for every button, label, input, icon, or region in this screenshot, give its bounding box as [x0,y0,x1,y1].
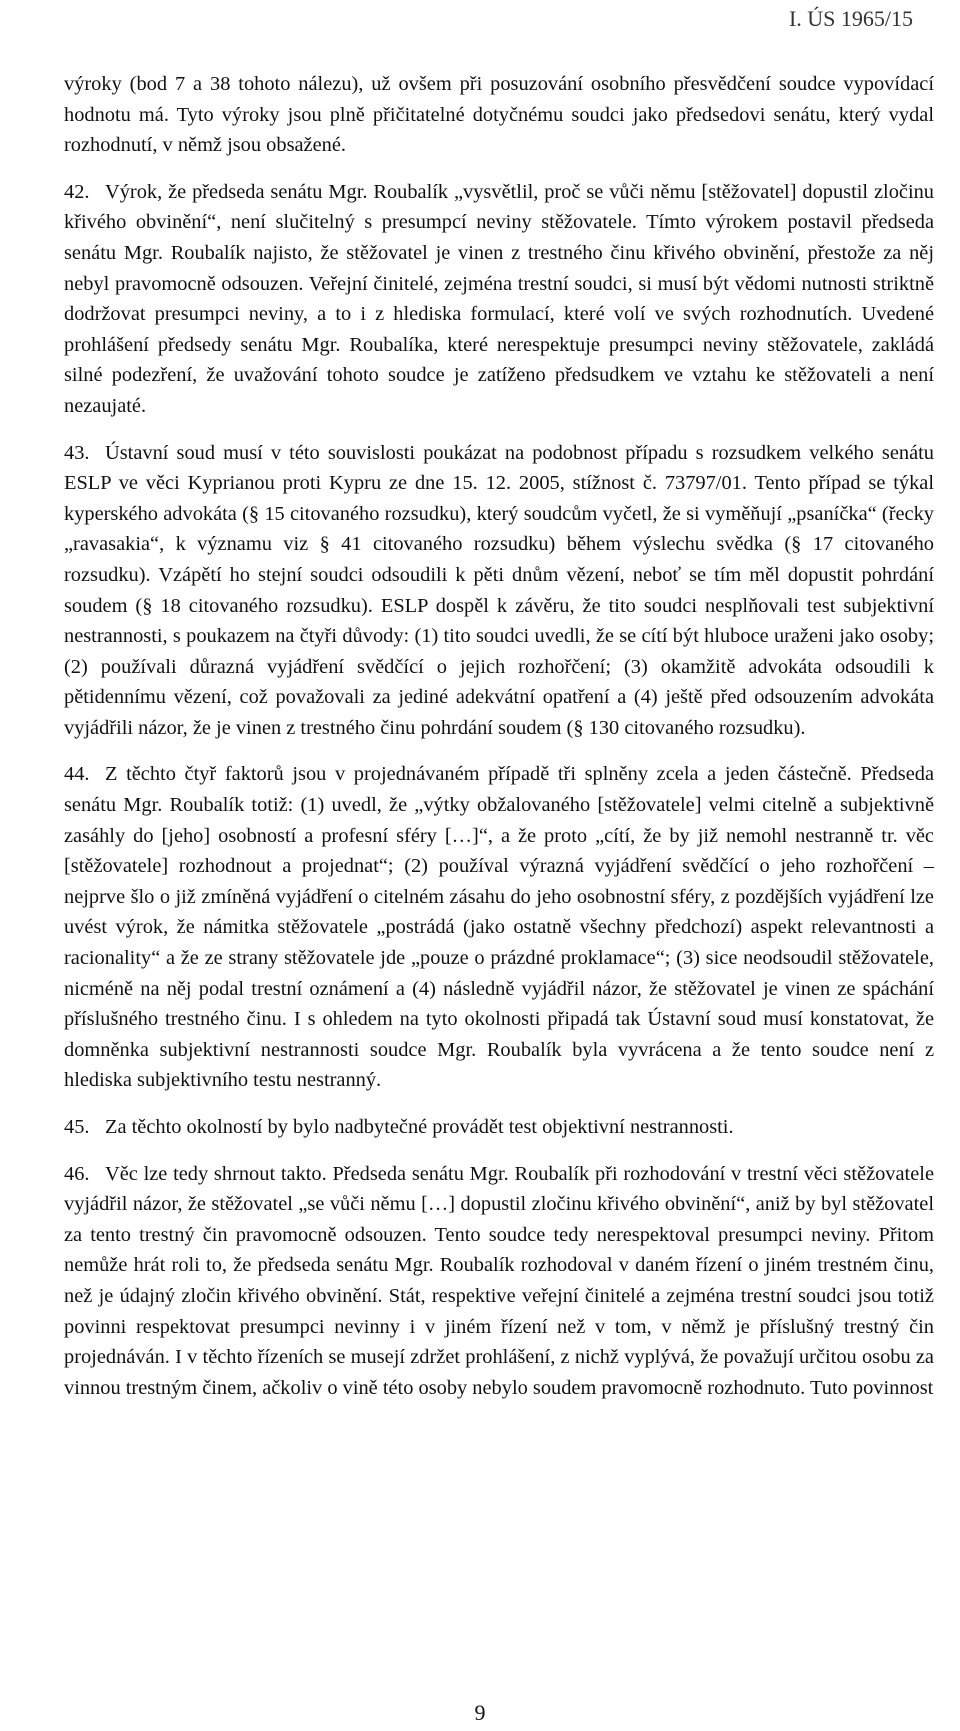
paragraph-number: 43. [64,441,90,464]
document-body [64,69,934,1403]
paragraph-44 [64,759,934,1096]
paragraph-43 [64,438,934,744]
paragraph-45 [64,1112,934,1143]
paragraph-number: 45. [64,1116,90,1138]
paragraph-number: 44. [64,763,90,786]
paragraph-text: výroky (bod 7 a 38 tohoto nálezu), už ovšem při posuzování osobního přesvědčení soudce vypovídací hodnotu má. Tyto výroky jsou plně přičitatelné dotyčnému soudci jako předsedovi senátu, který vydal rozhodnutí, v němž jsou obsažené. [64,73,934,157]
paragraph-continuation [64,69,934,161]
paragraph-text: Ústavní soud musí v této souvislosti poukázat na podobnost případu s rozsudkem velkého senátu ESLP ve věci Kyprianou proti Kypru ze dne 15. 12. 2005, stížnost č. 73797/01. Tento případ se týkal kyperského advokáta (§ 15 citovaného rozsudku), který soudcům vyčetl, že si vyměňují „psaníčka“ (řecky „ravasakia“, k významu viz § 41 citovaného rozsudku) během výslechu svědka (§ 17 citovaného rozsudku). Vzápětí ho stejní soudci odsoudili k pěti dnům vězení, neboť se tím měl dopustit pohrdání soudem (§ 18 citovaného rozsudku). ESLP dospěl k závěru, že tito soudci nesplňovali test subjektivní nestrannosti, s poukazem na čtyři důvody: (1) tito soudci uvedli, že se cítí být hluboce uraženi jako osoby; (2) používali důrazná vyjádření svědčící o jejich rozhořčení; (3) okamžitě advokáta odsoudili k pětidennímu vězení, což považovali za jediné adekvátní opatření a (4) ještě před odsouzením advokáta vyjádřili názor, že je vinen z trestného činu pohrdání soudem (§ 130 citovaného rozsudku). [64,441,934,739]
paragraph-text: Věc lze tedy shrnout takto. Předseda senátu Mgr. Roubalík při rozhodování v trestní věci stěžovatele vyjádřil názor, že stěžovatel „se vůči němu […] dopustil zločinu křivého obvinění“, aniž by byl stěžovatel za tento trestný čin pravomocně odsouzen. Tento soudce tedy nerespektoval presumpci neviny. Přitom nemůže hrát roli to, že předseda senátu Mgr. Roubalík rozhodoval v daném řízení o jiném trestném činu, než je údajný zločin křivého obvinění. Stát, respektive veřejní činitelé a zejména trestní soudci jsou totiž povinni respektovat presumpci nevinny i v jiném řízení než v tom, v němž je příslušný trestný čin projednáván. I v těchto řízeních se musejí zdržet prohlášení, z nichž vyplývá, že považují určitou osobu za vinnou trestným činem, ačkoliv o vině této osoby nebylo soudem pravomocně rozhodnuto. Tuto povinnost [64,1162,934,1399]
paragraph-text: Výrok, že předseda senátu Mgr. Roubalík „vysvětlil, proč se vůči němu [stěžovatel] dopustil zločinu křivého obvinění“, není slučitelný s presumpcí neviny stěžovatele. Tímto výrokem postavil předseda senátu Mgr. Roubalík najisto, že stěžovatel je vinen z trestného činu křivého obvinění, přestože za něj nebyl pravomocně odsouzen. Veřejní činitelé, zejména trestní soudci, si musí být vědomi nutnosti striktně dodržovat presumpci neviny, a to i z hlediska formulací, které volí ve svých rozhodnutích. Uvedené prohlášení předsedy senátu Mgr. Roubalíka, které nerespektuje presumpci neviny stěžovatele, zakládá silné podezření, že uvažování tohoto soudce je zatíženo předsudkem ve vztahu ke stěžovateli a není nezaujaté. [64,180,934,417]
paragraph-46 [64,1159,934,1404]
paragraph-number: 46. [64,1162,90,1185]
page-number: 9 [474,1700,486,1725]
case-reference: I. ÚS 1965/15 [788,6,913,31]
paragraph-text: Za těchto okolností by bylo nadbytečné provádět test objektivní nestrannosti. [105,1116,734,1138]
paragraph-number: 42. [64,180,90,203]
paragraph-text: Z těchto čtyř faktorů jsou v projednávaném případě tři splněny zcela a jeden částečně. Předseda senátu Mgr. Roubalík totiž: (1) uvedl, že „výtky obžalovaného [stěžovatele] velmi citelně a subjektivně zasáhly do [jeho] osobností a profesní sféry […]“, a že proto „cítí, že by již nemohl nestranně tr. věc [stěžovatele] rozhodnout a projednat“; (2) používal výrazná vyjádření svědčící o jeho rozhořčení – nejprve šlo o již zmíněná vyjádření o citelném zásahu do jeho osobnostní sféry, z pozdějších vyjádření lze uvést výrok, že námitka stěžovatele „postrádá (jako ostatně všechny předchozí) aspekt relevantnosti a racionality“ a že ze strany stěžovatele jde „pouze o prázdné proklamace“; (3) sice neodsoudil stěžovatele, nicméně na něj podal trestní oznámení a (4) následně vyjádřil názor, že stěžovatel je vinen ze spáchání příslušného trestného činu. I s ohledem na tyto okolnosti připadá tak Ústavní soud musí konstatovat, že domněnka subjektivní nestrannosti soudce Mgr. Roubalík byla vyvrácena a že tento soudce není z hlediska subjektivního testu nestranný. [64,763,934,1092]
paragraph-42 [64,177,934,422]
